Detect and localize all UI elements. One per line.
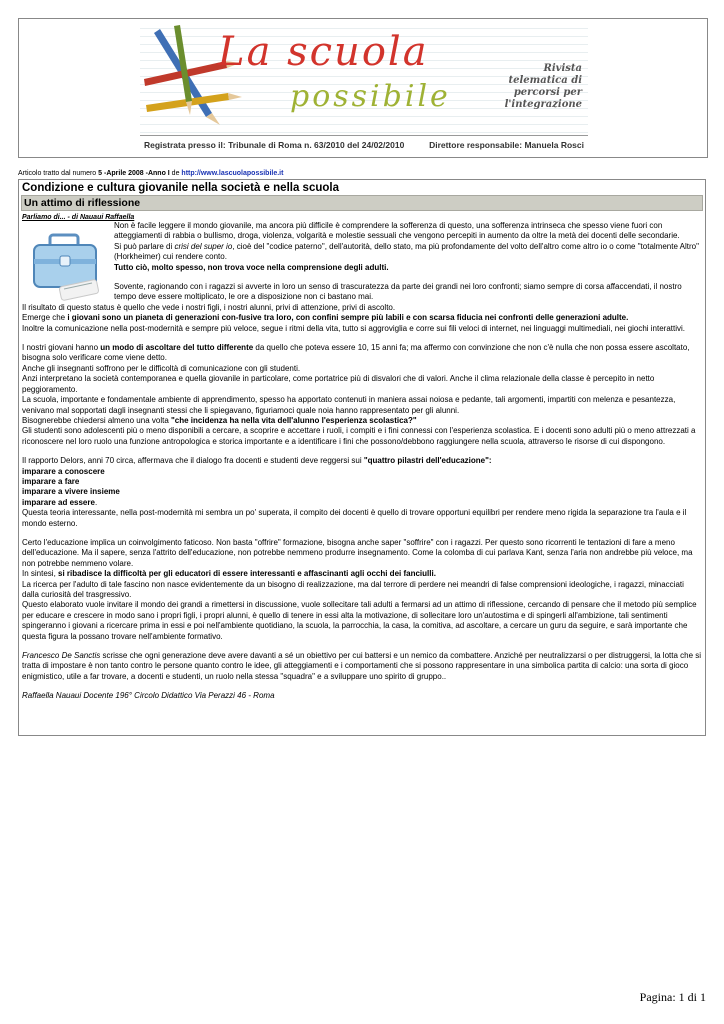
article-body <box>19 221 705 702</box>
pillar-item: imparare ad essere <box>22 497 95 507</box>
p3-1c: da quello che poteva essere 10, 15 anni fa; ma affermo con convinzione che non c'è nulla che non possa essere ascoltato, bisogna solo verificare come viene detto. <box>22 343 690 363</box>
pillar-item: imparare a fare <box>22 476 80 486</box>
p3-5b: "che incidenza ha nella vita dell'alunno l'esperienza scolastica?" <box>170 415 417 425</box>
p2-2: Il risultato di questo status è quello che vede i nostri figli, i nostri alunni, privi di attenzione, privi di ascolto. <box>22 302 396 312</box>
page-number: Pagina: 1 di 1 <box>639 990 706 1004</box>
p5-2a: In sintesi, <box>22 569 59 579</box>
source-mid: de <box>169 170 182 177</box>
masthead <box>18 18 708 158</box>
source-prefix: Articolo tratto dal numero <box>18 170 99 177</box>
paragraph-6 <box>22 651 702 682</box>
pillar-item: imparare a conoscere <box>22 466 105 476</box>
intro-3: Tutto ciò, molto spesso, non trova voce nella comprensione degli adulti. <box>114 262 389 272</box>
signature <box>22 691 702 701</box>
p3-5a: Bisognerebbe chiedersi almeno una volta <box>22 415 171 425</box>
p3-3: Anzi interpretano la società contemporanea e quella giovanile in particolare, come portatrice più di disvalori che di valori. Anche il clima relazionale della classe è percepito in netto peggioramento. <box>22 374 655 394</box>
logo-subtitle: possibile <box>290 79 451 114</box>
section-bar: Un attimo di riflessione <box>21 195 703 211</box>
briefcase-icon <box>30 229 104 301</box>
paragraph-2 <box>22 303 702 334</box>
banner <box>140 21 588 153</box>
p6-b: scrisse che ogni generazione deve avere davanti a sé un obiettivo per cui battersi e un nemico da combattere. Anziché per neutralizzarsi o per distruggersi, la lotta che si tratta di impostare è non tanto contro le persone quanto contro le idee, gli atteggiamenti e i comportamenti che si possono rappresentare in una simbolica partita di calcio: una sorta di gioco enigmistico, utile a far trovare, a docenti e studenti, un ruolo nella stessa "squadra" e a sviluppare uno spirito di gruppo.. <box>22 651 702 681</box>
article <box>18 179 706 736</box>
p3-6: Gli studenti sono adolescenti più o meno disponibili a cercare, a scoprire e accettare i ruoli, i compiti e i fini connessi con l'esperienza scolastica. E i docenti sono adulti più o meno attrezzati a riconoscere nel loro ruolo una funzione antropologica e storica importante e a identificare i fini che possono/debbono raggiungere nella scuola, attraverso le risorse di cui dispongono. <box>22 426 696 446</box>
intro-2b: crisi del super io <box>174 241 233 251</box>
tagline: Rivista telematica di percorsi per l'integrazione <box>504 63 582 110</box>
intro-paragraph-2 <box>114 242 702 263</box>
logo-title: La scuola <box>218 29 429 75</box>
p4-2: Questa teoria interessante, nella post-modernità mi sembra un po' superata, il compito dei docenti è quello di trovare opportuni equilibri per rendere meno rigida la separazione tra l'aula e il mondo esterno. <box>22 508 687 528</box>
p5-3: La ricerca per l'adulto di tale fascino non nasce evidentemente da un bisogno di realizzazione, ma dal terrore di perdere nei meandri di false comprensioni ideologiche, i ragazzi, minacciati dalla curiosità del trasgressivo. <box>22 579 684 599</box>
intro-2c: , cioè del "codice paterno", dell'autorità, dello stato, ma più profondamente del volto dell'altro come altro io o come "totalmente Altro" (Horkheimer) cui rendere conto. <box>114 241 699 262</box>
paragraph-3 <box>22 343 702 447</box>
intro-paragraph-3 <box>114 263 702 273</box>
intro-paragraph-1: Non è facile leggere il mondo giovanile, ma ancora più difficile è comprendere la sofferenza di questo, una sofferenza intrinseca che spesso viene fuori con atteggiamenti di rabbia o bullismo, droga, violenza, volgarità e molestie sessuali che vengono percepiti in aumento da oltre la metà dei docenti delle secondarie. <box>114 221 680 241</box>
p6-author: Francesco De Sanctis <box>22 651 101 661</box>
p2-4: Inoltre la comunicazione nella post-modernità e sempre più veloce, segue i ritmi della vita, tutto si aggroviglia e corre sui fili veloci di internet, nei linguaggi multimediali, nei giochi interattivi. <box>22 323 685 333</box>
p3-1b: un modo di ascoltare del tutto differente <box>100 343 254 353</box>
pillar-item: imparare a vivere insieme <box>22 487 120 497</box>
source-issue: 5 -Aprile 2008 -Anno I <box>98 170 170 177</box>
p5-2b: si ribadisce la difficoltà per gli educatori di essere interessanti e affascinanti agli occhi dei fanciulli. <box>58 569 436 579</box>
p2-3a: Emerge che <box>22 313 68 323</box>
registration-text: Registrata presso il: Tribunale di Roma n. 63/2010 del 24/02/2010 <box>144 140 405 150</box>
director-text: Direttore responsabile: Manuela Rosci <box>429 140 584 150</box>
p3-2: Anche gli insegnanti soffrono per le difficoltà di comunicazione con gli studenti. <box>22 363 301 373</box>
paragraph-2-lead: Sovente, ragionando con i ragazzi si avverte in loro un senso di trascuratezza da parte dei grandi nei loro confronti; siamo sempre di corsa affaccendati, il nostro tempo deve essere moltiplicato, le ore a disposizione non ci bastano mai. <box>114 282 682 302</box>
paragraph-5 <box>22 538 702 642</box>
registration-row <box>140 135 588 153</box>
p3-4: La scuola, importante e fondamentale ambiente di apprendimento, spesso ha apportato contenuti in maniera assai noiosa e pedante, tali argomenti, impartiti con melenza e pesantezza, venivano mal sopportati dagli insegnanti stessi che li spiegavano, figuriamoci quale noia hanno rappresentato per gli alunni. <box>22 395 676 415</box>
source-link[interactable]: http://www.lascuolapossibile.it <box>181 170 284 177</box>
p4-1a: Il rapporto Delors, anni 70 circa, affermava che il dialogo fra docenti e studenti deve reggersi sui <box>22 456 364 466</box>
intro-2a: Si può parlare di <box>114 241 175 251</box>
intro-block <box>22 221 702 303</box>
p5-4: Questo elaborato vuole invitare il mondo dei grandi a rimettersi in discussione, vuole sollecitare tali adulti a fermarsi ad un attimo di riflessione, cercando di pensare che il metodo più semplice per educare e crescere in modo sano i propri figli, i propri alunni, è quello di tenere in essi alta la motivazione, di sollecitare loro un'autostima e di spingerli all'ambizione, tali sentimenti spingeranno i giovani a ricercare prima in essi e poi nell'ambiente quotidiano, la scuola, la parrocchia, la casa, la comitiva, ad ascoltare, a cercare un guru da seguire, e sarà importante che questa figura la possano trovare nell'ambiente formativo. <box>22 600 697 641</box>
p4-1b: "quattro pilastri dell'educazione": <box>363 456 492 466</box>
intro-text <box>22 221 702 303</box>
paragraph-4: Il rapporto Delors, anni 70 circa, affermava che il dialogo fra docenti e studenti deve reggersi sui "quattro pilastri dell'educazione": imparare a conoscere imparare a fare imparare a vivere insieme imparare ad essere. Questa teoria interessante, nella post-modernità mi sembra un po' superata, il compito dei docenti è quello di trovare opportuni equilibri per rendere meno rigida la separazione tra l'aula e il mondo esterno. <box>22 456 687 528</box>
article-title: Condizione e cultura giovanile nella società e nella scuola <box>22 182 339 194</box>
p2-3b: i giovani sono un pianeta di generazioni con-fusive tra loro, con confini sempre più labili e con scarsa fiducia nei confronti delle generazioni adulte. <box>67 313 629 323</box>
banner-artwork <box>140 21 588 133</box>
p3-1a: I nostri giovani hanno <box>22 343 101 353</box>
signature-text: Raffaella Nauaui Docente 196° Circolo Didattico Via Perazzi 46 - Roma <box>22 691 275 701</box>
p5-1: Certo l'educazione implica un coinvolgimento faticoso. Non basta "offrire" formazione, bisogna anche saper "soffrire" con i ragazzi. Per questo sono ricorrenti le tentazioni di fare a meno dell'educazione. Ma il sapere, senza l'attrito dell'educazione, non potrebbe nemmeno produrre insegnamento. Come la colomba di cui parlava Kant, senza l'aria non andrebbe più veloce, ma non potrebbe nemmeno volare. <box>22 537 693 568</box>
byline: Parliamo di... - di Nauaui Raffaella <box>22 214 135 221</box>
source-line <box>18 170 283 177</box>
